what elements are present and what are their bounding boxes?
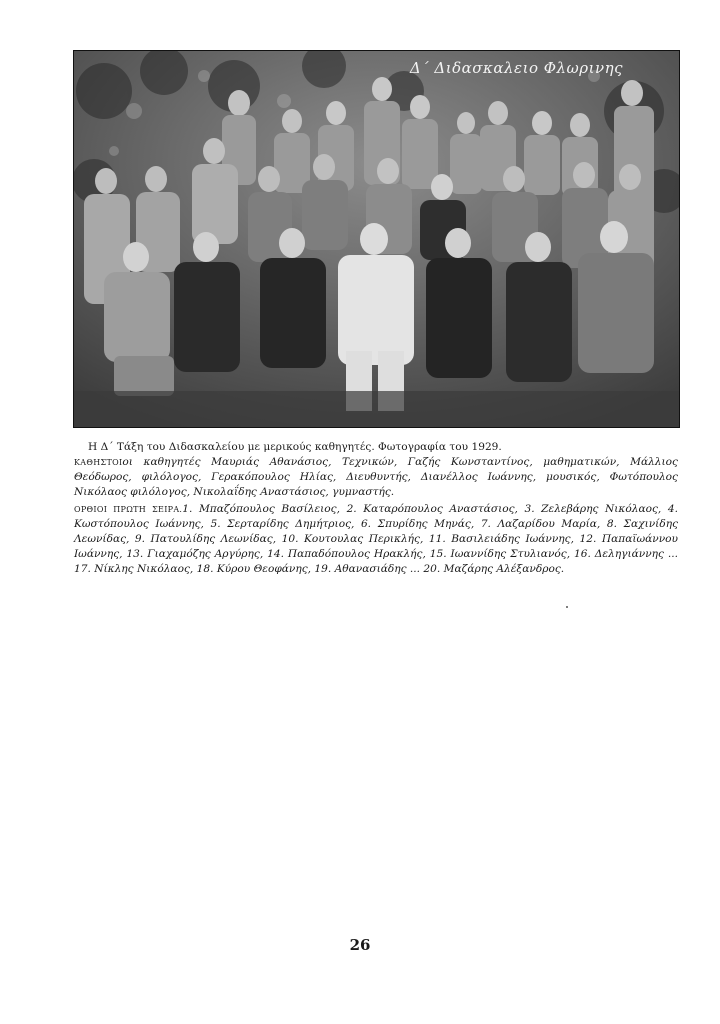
row-label: ΟΡΘΙΟΙ ΠΡΩΤΗ ΣΕΙΡΑ. [74,505,183,514]
caption-title: Η Δ΄ Τάξη του Διδασκαλείου με μερικούς καθηγητές. Φωτογραφία του 1929. [88,441,502,453]
teachers-text: οι καθηγητές Μαυριάς Αθανάσιος, Τεχνικών, Γαζής Κωνσταντίνος, μαθηματικών, Μάλλιος Θεόδωρος, φιλόλογος, Γερακόπουλος Ηλίας, Διευθυντής, Διανέλλος Ιωάννης, μουσικός, Φωτόπουλος Νικόλαος φιλόλογος, Νικολαΐδης Αναστάσιος, γυμναστής. [74,456,678,498]
caption-first-row [74,502,678,577]
row-text: 1. Μπαζόπουλος Βασίλειος, 2. Καταρόπουλος Αναστάσιος, 3. Ζελεβάρης Νικόλαος, 4. Κωστόπουλος Ιωάννης, 5. Σερταρίδης Δημήτριος, 6. Σπυρίδης Μηνάς, 7. Λαζαρίδου Μαρία, 8. Σαχινίδης Λεωνίδας, 9. Πατουλίδης Λεωνίδας, 10. Κουτουλας Περικλής, 11. Βασιλειάδης Ιωάννης, 12. Παπαϊωάννου Ιωάννης, 13. Γιαχαμόζης Αργύρης, 14. Παπαδόπουλος Ηρακλής, 15. Ιωαννίδης Στυλιανός, 16. Δεληγιάννης ... 17. Νίκλης Νικόλαος, 18. Κύρου Θεοφάνης, 19. Αθανασιάδης ... 20. Μαζάρης Αλέξανδρος. [74,503,678,575]
page-number: 26 [349,936,371,954]
photo-inscription: Δ΄ Διδασκαλειο Φλωρινης [409,59,623,77]
scan-speck [566,606,568,608]
photo-caption [74,440,678,577]
photo-scene-icon [74,51,679,427]
group-photograph [73,50,680,428]
teachers-label: ΚΑΘΗΣΤΟΙ [74,458,123,467]
caption-teachers [74,455,678,500]
